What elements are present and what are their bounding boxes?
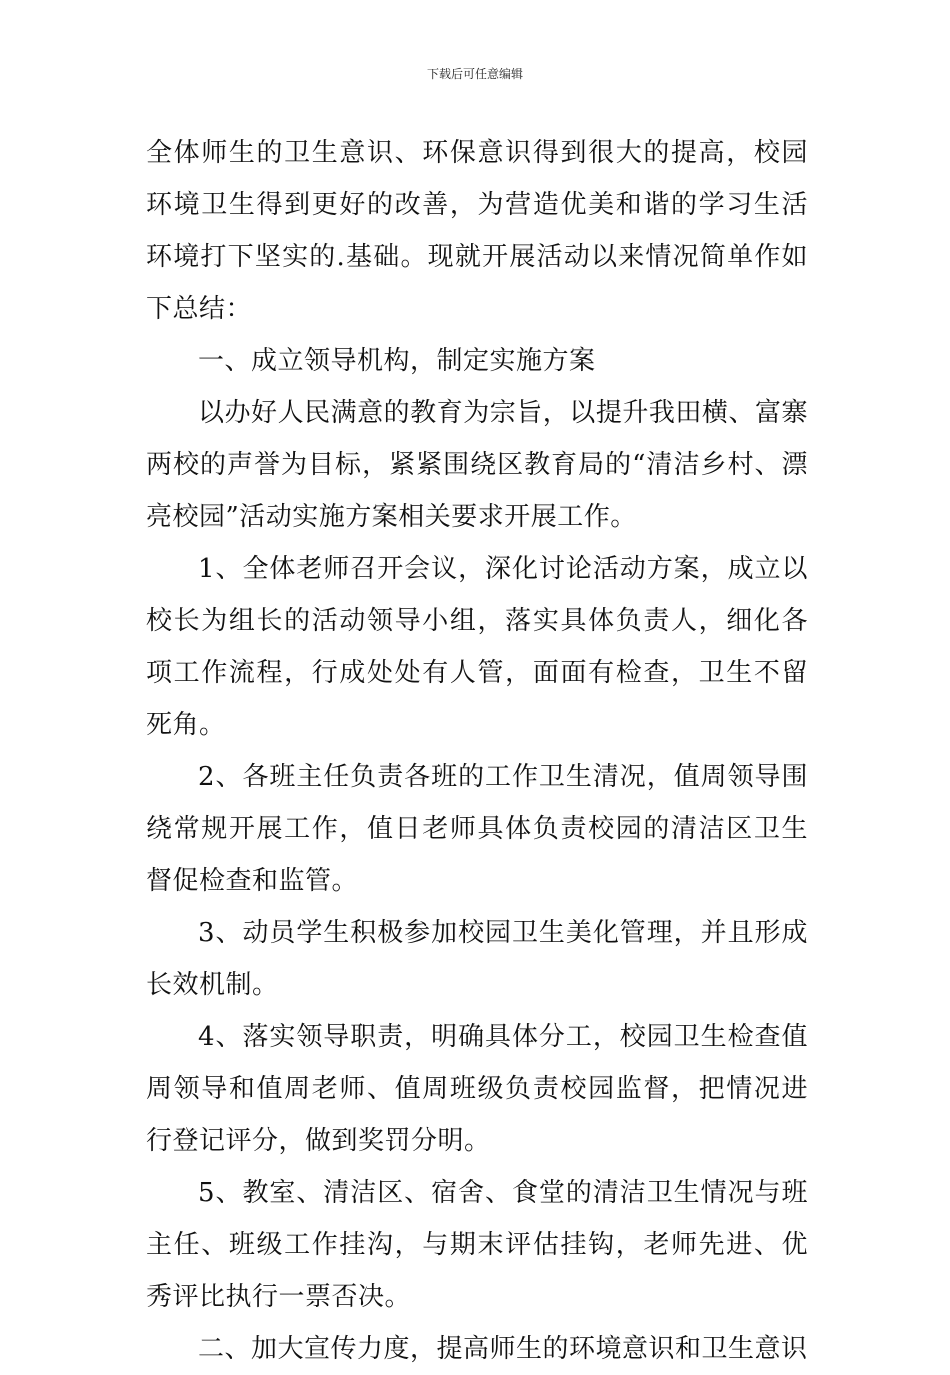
list-item-4: 4、落实领导职责，明确具体分工，校园卫生检查值周领导和值周老师、值周班级负责校园监督，把情况进行登记评分，做到奖罚分明。 (146, 1022, 808, 1156)
document-body (146, 127, 808, 1375)
list-item-2: 2、各班主任负责各班的工作卫生清况，值周领导围绕常规开展工作，值日老师具体负责校园的清洁区卫生督促检查和监管。 (146, 762, 808, 896)
section-heading-1: 一、成立领导机构，制定实施方案 (198, 346, 596, 376)
paragraph-purpose: 以办好人民满意的教育为宗旨，以提升我田横、富寨两校的声誉为目标，紧紧围绕区教育局的“清洁乡村、漂亮校园”活动实施方案相关要求开展工作。 (146, 398, 808, 532)
list-item-1: 1、全体老师召开会议，深化讨论活动方案，成立以校长为组长的活动领导小组，落实具体负责人，细化各项工作流程，行成处处有人管，面面有检查，卫生不留死角。 (146, 554, 808, 740)
page-header-note: 下载后可任意编辑 (426, 67, 523, 81)
list-item-5: 5、教室、清洁区、宿舍、食堂的清洁卫生情况与班主任、班级工作挂沟，与期末评估挂钩，老师先进、优秀评比执行一票否决。 (146, 1178, 808, 1312)
section-heading-2: 二、加大宣传力度，提高师生的环境意识和卫生意识 (198, 1334, 808, 1364)
list-item-3: 3、动员学生积极参加校园卫生美化管理，并且形成长效机制。 (146, 918, 808, 1000)
paragraph-continuation: 全体师生的卫生意识、环保意识得到很大的提高，校园环境卫生得到更好的改善，为营造优美和谐的学习生活环境打下坚实的.基础。现就开展活动以来情况简单作如下总结： (146, 138, 808, 324)
